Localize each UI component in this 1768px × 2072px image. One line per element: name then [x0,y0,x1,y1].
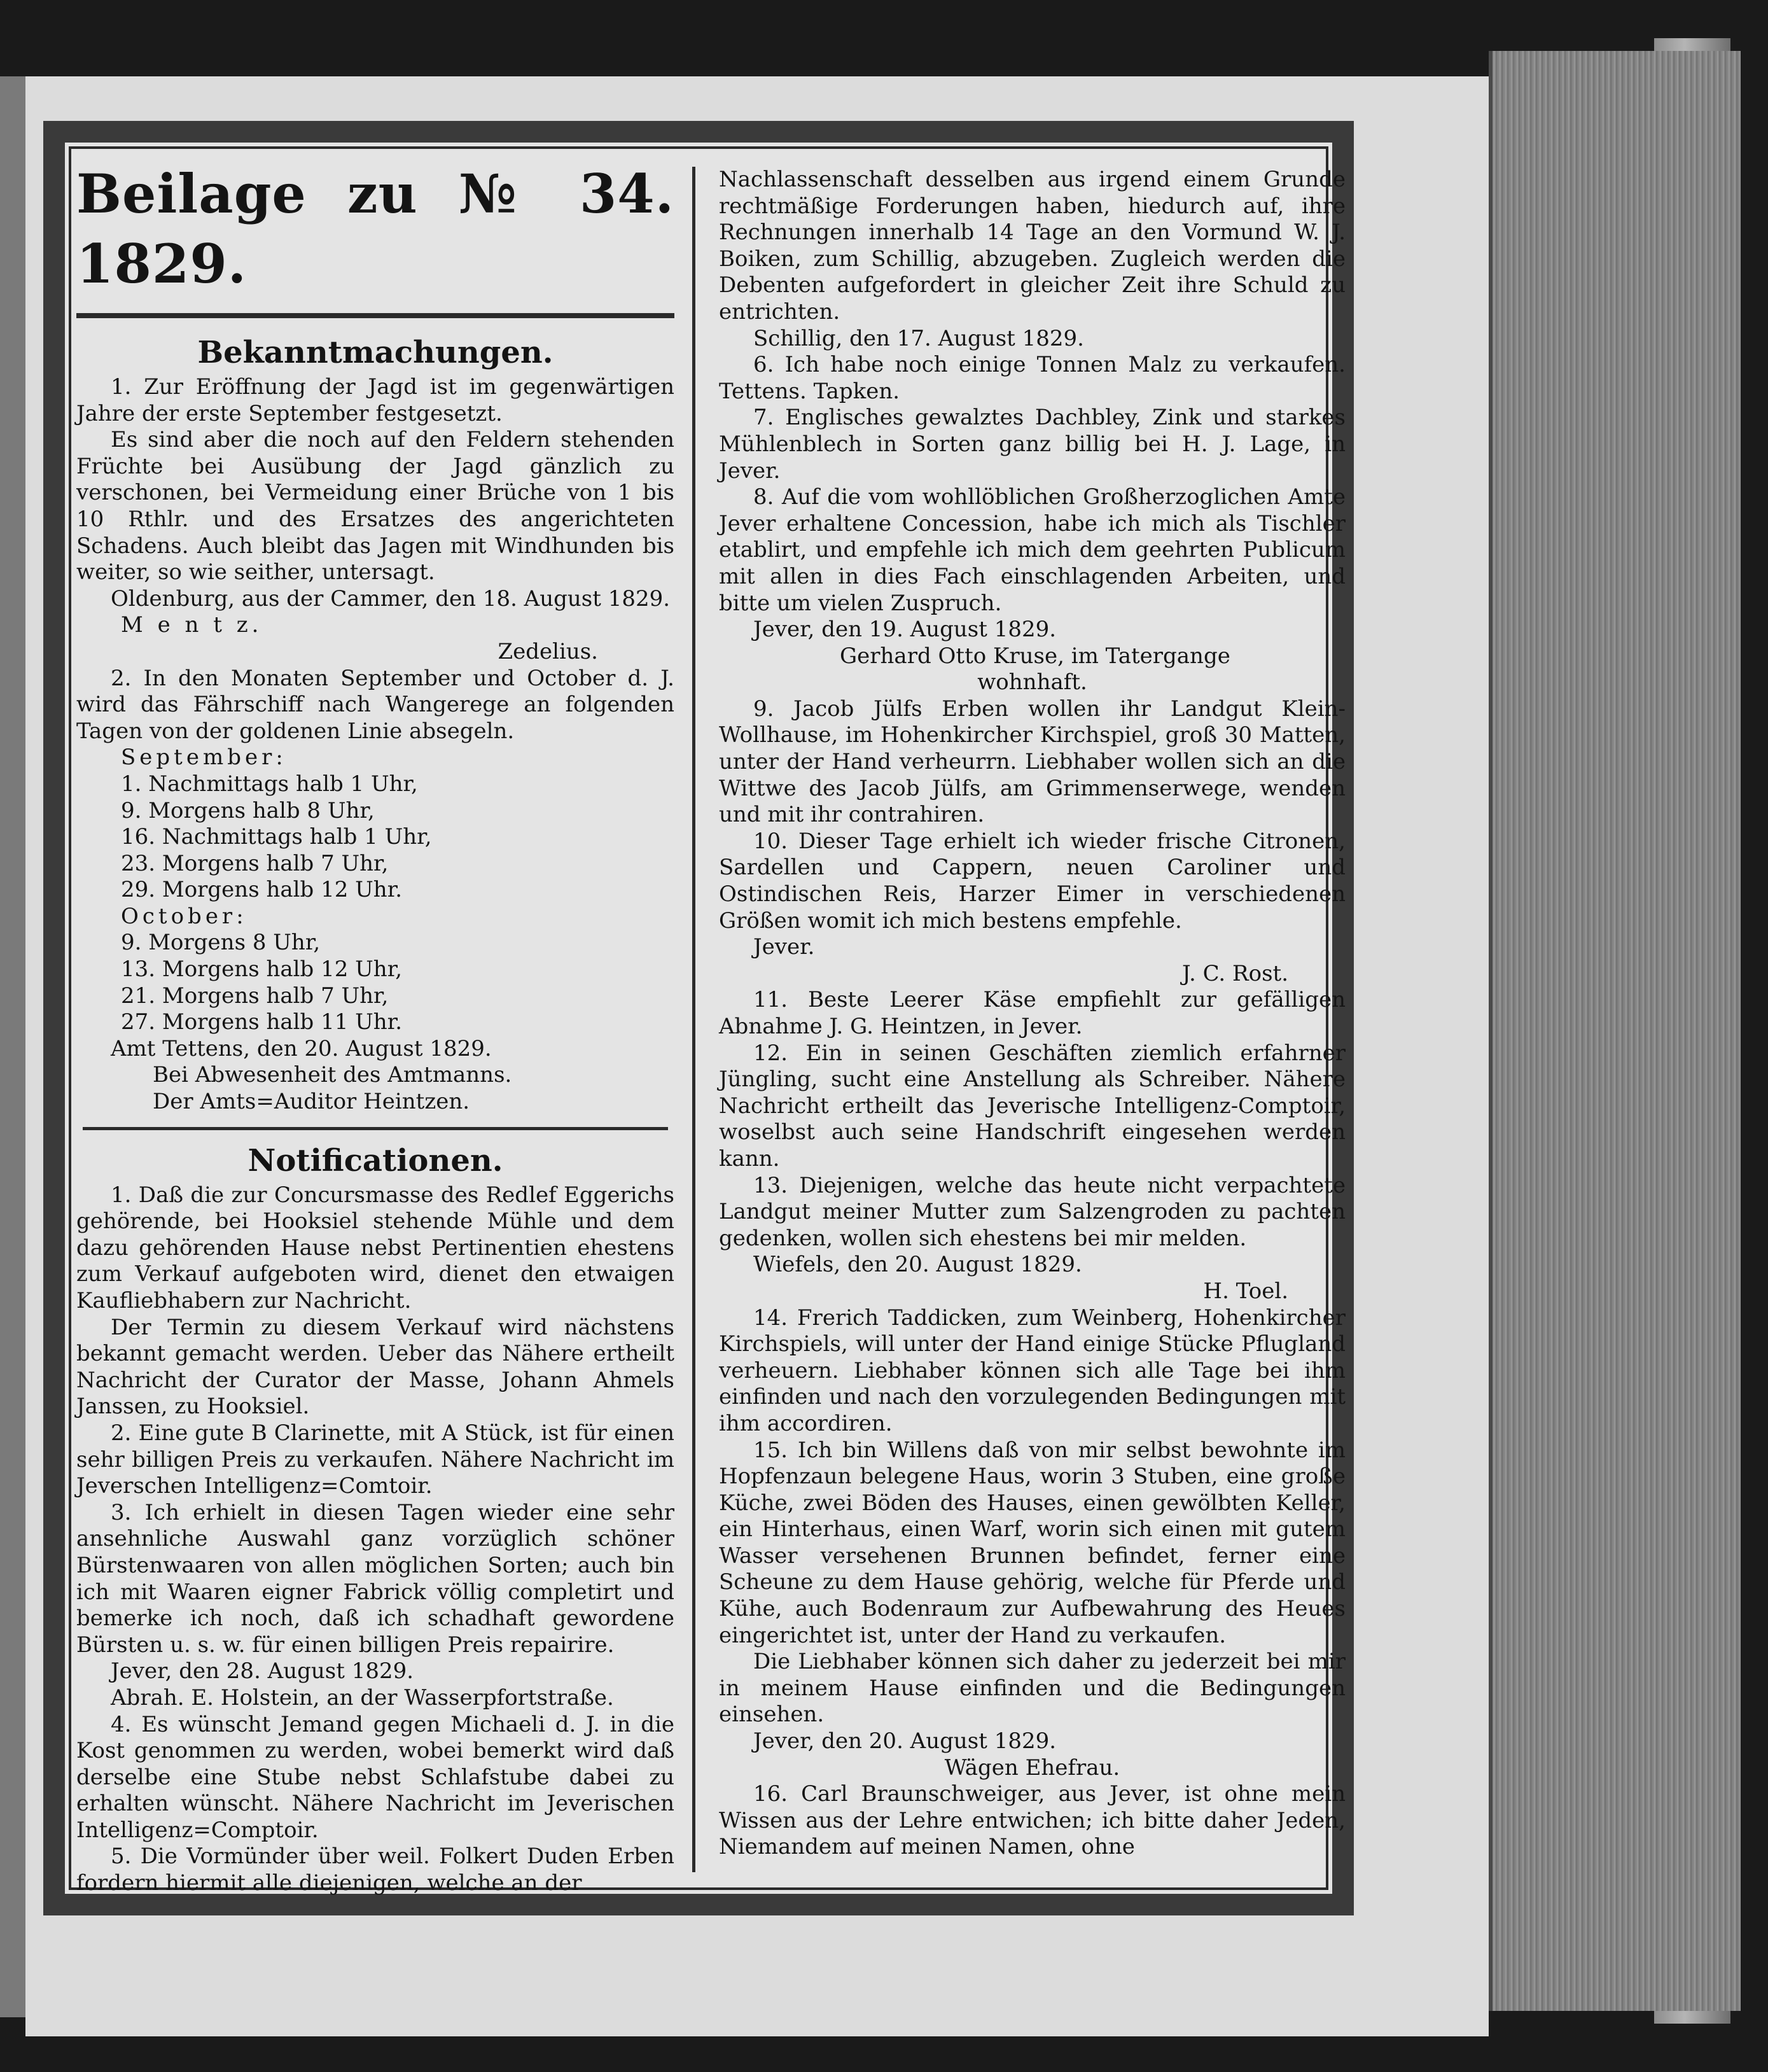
section-title-notificationen: Notificationen. [247,1142,503,1179]
notification-11-paragraph: 11. Beste Leerer Käse empfiehlt zur gefälligen Abnahme J. G. Heintzen, in Jever. [719,987,1346,1039]
schedule-entry: 16. Nachmittags halb 1 Uhr, [121,824,432,850]
notification-9-paragraph: 9. Jacob Jülfs Erben wollen ihr Landgut Klein-Wollhause, im Hohenkircher Kirchspiel, groß 30 Matten, unter der Hand verheurrn. Liebhaber wollen sich an die Wittwe des Jacob Jülfs, am Grimmenserwege, wenden und mit ihr contrahiren. [719,696,1346,828]
notification-1-paragraph: 1. Daß die zur Concursmasse des Redlef Eggerichs gehörende, bei Hooksiel stehende Mühle und dem dazu gehörenden Hause nebst Pertinentien ehestens zum Verkauf aufgeboten wird, dienet den etwaigen Kaufliebhabern zur Nachricht. [76,1182,674,1313]
notification-14-paragraph: 14. Frerich Taddicken, zum Weinberg, Hohenkircher Kirchspiels, will unter der Hand einige Stücke Pflugland verheuern. Liebhaber können sich alle Tage bei ihm einfinden und nach den vorzulegenden Bedingungen mit ihm accordiren. [719,1305,1346,1436]
notice-1-signature: M e n t z. [121,612,263,638]
notice-2-signature: Der Amts=Auditor Heintzen. [153,1089,470,1115]
notice-2-paragraph: 2. In den Monaten September und October d. J. wird das Fährschiff nach Wangerege an folgenden Tagen von der goldenen Linie absegeln. [76,665,674,744]
notification-13-signature: H. Toel. [1203,1278,1288,1304]
schedule-entry: 27. Morgens halb 11 Uhr. [121,1009,403,1035]
schedule-entry: 29. Morgens halb 12 Uhr. [121,877,403,903]
notice-1-place-date: Oldenburg, aus der Cammer, den 18. August 1829. [111,585,671,612]
schedule-entry: 21. Morgens halb 7 Uhr, [121,983,389,1009]
notification-7-paragraph: 7. Englisches gewalztes Dachbley, Zink und starkes Mühlenblech in Sorten ganz billig bei H. J. Lage, in Jever. [719,405,1346,484]
notification-15-place-date: Jever, den 20. August 1829. [753,1728,1057,1754]
notification-5-continuation: Nachlassenschaft desselben aus irgend einem Grunde rechtmäßige Forderungen haben, hiedurch auf, ihre Rechnungen innerhalb 14 Tage an den Vormund W. J. Boiken, zum Schillig, abzugeben. Zugleich werden die Debenten aufgefordert in gleicher Zeit ihre Schuld zu entrichten. [719,167,1346,325]
schedule-entry: 9. Morgens halb 8 Uhr, [121,797,375,823]
notice-1-paragraph: Es sind aber die noch auf den Feldern stehenden Früchte bei Ausübung der Jagd gänzlich zu verschonen, bei Vermeidung einer Brüche von 1 bis 10 Rthlr. und des Ersatzes des angerichteten Schadens. Auch bleibt das Jagen mit Windhunden bis weiter, so wie seither, untersagt. [76,427,674,585]
notification-10-place: Jever. [753,934,815,960]
column-divider [692,167,695,1872]
notification-6-paragraph: 6. Ich habe noch einige Tonnen Malz zu verkaufen. Tettens. Tapken. [719,352,1346,404]
notification-15-signature: Wägen Ehefrau. [944,1754,1120,1781]
schedule-entry: 1. Nachmittags halb 1 Uhr, [121,771,418,797]
schedule-month-october: October: [121,903,247,929]
previous-page-edge [0,76,25,2017]
section-rule [83,1127,668,1130]
book-page-edge [1489,51,1741,2011]
notification-3-paragraph: 3. Ich erhielt in diesen Tagen wieder eine sehr ansehnliche Auswahl ganz vorzüglich schöner Bürstenwaaren von allen möglichen Sorten; auch bin ich mit Waaren eigner Fabrick völlig completirt und bemerke ich noch, daß ich schadhaft gewordene Bürsten u. s. w. für einen billigen Preis repairire. [76,1499,674,1658]
notice-1-paragraph: 1. Zur Eröffnung der Jagd ist im gegenwärtigen Jahre der erste September festgesetzt. [76,374,674,426]
notification-8-paragraph: 8. Auf die vom wohllöblichen Großherzoglichen Amte Jever erhaltene Concession, habe ich mich als Tischler etablirt, und empfehle ich mich dem geehrten Publicum mit allen in dies Fach einschlagenden Arbeiten, und bitte um vielen Zuspruch. [719,484,1346,616]
notice-1-signature: Zedelius. [498,638,598,664]
notification-12-paragraph: 12. Ein in seinen Geschäften ziemlich erfahrner Jüngling, sucht eine Anstellung als Schreiber. Nähere Nachricht ertheilt das Jeverische Intelligenz-Comptoir, woselbst auch seine Handschrift eingesehen werden kann. [719,1040,1346,1172]
masthead-rule [76,313,674,318]
right-column [719,167,1346,1861]
schedule-entry: 13. Morgens halb 12 Uhr, [121,956,403,983]
notification-1-paragraph: Der Termin zu diesem Verkauf wird nächstens bekannt gemacht werden. Ueber das Nähere ertheilt Nachricht der Curator der Masse, Johann Ahmels Janssen, zu Hooksiel. [76,1314,674,1420]
notification-10-paragraph: 10. Dieser Tage erhielt ich wieder frische Citronen, Sardellen und Cappern, neuen Caroliner und Ostindischen Reis, Harzer Eimer in verschiedenen Größen womit ich mich bestens empfehle. [719,828,1346,934]
masthead-title: Beilage zu № 34. 1829. [76,162,674,295]
notification-5-place-date: Schillig, den 17. August 1829. [753,325,1084,351]
schedule-month-september: September: [121,745,287,771]
notification-8-place-date: Jever, den 19. August 1829. [753,617,1057,643]
notification-15-paragraph: 15. Ich bin Willens daß von mir selbst bewohnte im Hopfenzaun belegene Haus, worin 3 Stuben, eine große Küche, zwei Böden des Hauses, einen gewölbten Keller, ein Hinterhaus, einen Warf, worin sich einen mit gutem Wasser versehenen Brunnen befindet, ferner eine Scheune zu dem Hause gehörig, welche für Pferde und Kühe, auch Bodenraum zur Aufbewahrung des Heues eingerichtet ist, unter der Hand zu verkaufen. [719,1437,1346,1648]
schedule-entry: 23. Morgens halb 7 Uhr, [121,850,389,876]
notice-2-signature: Bei Abwesenheit des Amtmanns. [153,1062,512,1088]
notification-8-signature: Gerhard Otto Kruse, im Tatergange [840,643,1230,669]
notification-2-paragraph: 2. Eine gute B Clarinette, mit A Stück, ist für einen sehr billigen Preis zu verkaufen. Nähere Nachricht im Jeverschen Intelligenz=Comtoir. [76,1420,674,1499]
notice-2-place-date: Amt Tettens, den 20. August 1829. [111,1035,492,1061]
schedule-entry: 9. Morgens 8 Uhr, [121,930,321,956]
notification-15-paragraph: Die Liebhaber können sich daher zu jederzeit bei mir in meinem Hause einfinden und die Bedingungen einsehen. [719,1649,1346,1728]
notification-4-paragraph: 4. Es wünscht Jemand gegen Michaeli d. J. in die Kost genommen zu werden, wobei bemerkt wird daß derselbe eine Stube nebst Schlafstube dabei zu erhalten wünscht. Nähere Nachricht im Jeverischen Intelligenz=Comptoir. [76,1711,674,1843]
notification-5-paragraph: 5. Die Vormünder über weil. Folkert Duden Erben fordern hiermit alle diejenigen, welche an der [76,1844,674,1896]
notification-13-place-date: Wiefels, den 20. August 1829. [753,1252,1082,1278]
notification-10-signature: J. C. Rost. [1181,960,1288,986]
section-title-bekanntmachungen: Bekanntmachungen. [197,335,553,370]
notification-13-paragraph: 13. Diejenigen, welche das heute nicht verpachtete Landgut meiner Mutter zum Salzengroden zu pachten gedenken, wollen sich ehestens bei mir melden. [719,1172,1346,1251]
notification-8-signature: wohnhaft. [977,669,1087,696]
left-column [76,159,674,1897]
notification-3-signature: Abrah. E. Holstein, an der Wasserpfortstraße. [111,1684,614,1711]
notification-16-paragraph: 16. Carl Braunschweiger, aus Jever, ist ohne mein Wissen aus der Lehre entwichen; ich bitte daher Jeden, Niemandem auf meinen Namen, ohne [719,1781,1346,1860]
notification-3-place-date: Jever, den 28. August 1829. [111,1658,414,1684]
